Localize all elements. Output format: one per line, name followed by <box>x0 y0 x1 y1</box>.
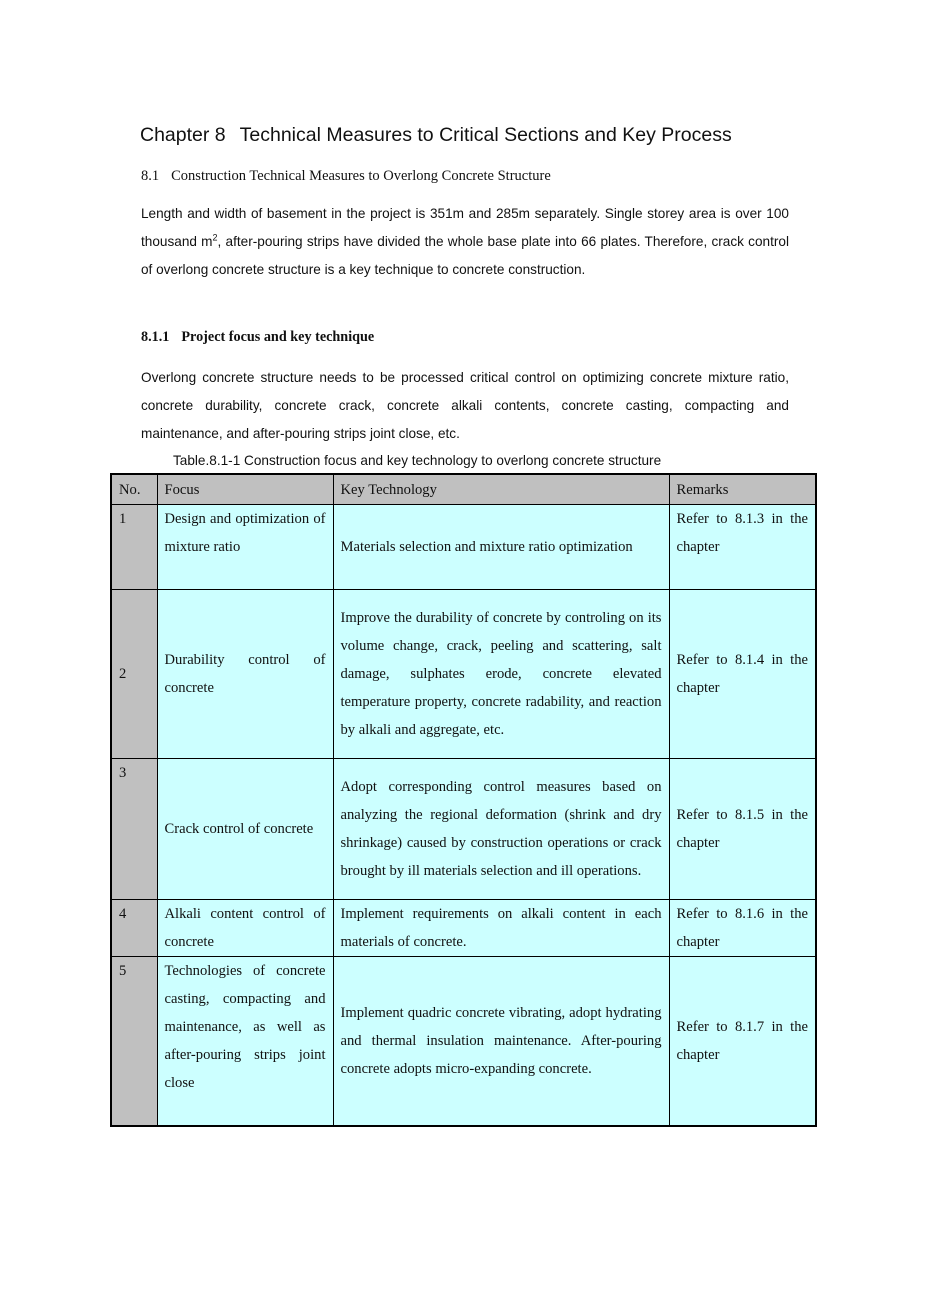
row-no: 2 <box>111 590 157 759</box>
table-row <box>111 957 816 1126</box>
row-focus: Design and optimization of mixture ratio <box>157 505 333 590</box>
subsection-heading <box>141 329 374 346</box>
chapter-title: Technical Measures to Critical Sections and Key Process <box>239 124 732 146</box>
table-caption: Table.8.1-1 Construction focus and key technology to overlong concrete structure <box>173 453 662 468</box>
row-key-technology: Implement quadric concrete vibrating, adopt hydrating and thermal insulation maintenance. After-pouring concrete adopts micro-expanding concrete. <box>333 957 669 1126</box>
section-number: 8.1 <box>141 168 160 184</box>
row-key-technology: Materials selection and mixture ratio optimization <box>333 505 669 590</box>
row-focus: Technologies of concrete casting, compacting and maintenance, as well as after-pouring strips joint close <box>157 957 333 1126</box>
row-key-technology: Implement requirements on alkali content in each materials of concrete. <box>333 900 669 957</box>
chapter-heading <box>140 124 732 147</box>
row-no: 3 <box>111 759 157 900</box>
subsection-number: 8.1.1 <box>141 329 170 345</box>
row-remarks: Refer to 8.1.6 in the chapter <box>669 900 816 957</box>
focus-paragraph: Overlong concrete structure needs to be processed critical control on optimizing concrete mixture ratio, concrete durability, concrete crack, concrete alkali contents, concrete casting, compacting and maintenance, and after-pouring strips joint close, etc. <box>141 370 789 441</box>
table-row <box>111 900 816 957</box>
table-row <box>111 590 816 759</box>
row-remarks: Refer to 8.1.3 in the chapter <box>669 505 816 590</box>
focus-table <box>110 473 817 1127</box>
subsection-title: Project focus and key technique <box>181 329 375 345</box>
table-row <box>111 505 816 590</box>
row-key-technology: Adopt corresponding control measures based on analyzing the regional deformation (shrink and dry shrinkage) caused by construction operations or crack brought by ill materials selection and ill operations. <box>333 759 669 900</box>
row-no: 1 <box>111 505 157 590</box>
header-remarks: Remarks <box>669 474 816 505</box>
header-key-technology: Key Technology <box>333 474 669 505</box>
intro-paragraph: Length and width of basement in the project is 351m and 285m separately. Single storey area is over 100 thousand $m^2$, after-pouring strips have divided the whole base plate into 66 plates. Therefore, crack control of overlong concrete structure is a key technique to concrete construction. <box>141 206 789 277</box>
section-title: Construction Technical Measures to Overlong Concrete Structure <box>171 168 551 184</box>
row-remarks: Refer to 8.1.7 in the chapter <box>669 957 816 1126</box>
row-focus: Durability control of concrete <box>157 590 333 759</box>
section-heading <box>141 168 551 185</box>
row-focus: Alkali content control of concrete <box>157 900 333 957</box>
row-no: 5 <box>111 957 157 1126</box>
row-key-technology: Improve the durability of concrete by controling on its volume change, crack, peeling and scattering, salt damage, sulphates erode, concrete elevated temperature property, concrete radability, and reaction by alkali and aggregate, etc. <box>333 590 669 759</box>
header-focus: Focus <box>157 474 333 505</box>
header-no: No. <box>111 474 157 505</box>
row-focus: Crack control of concrete <box>157 759 333 900</box>
chapter-number: Chapter 8 <box>140 124 226 146</box>
row-remarks: Refer to 8.1.4 in the chapter <box>669 590 816 759</box>
table-header-row <box>111 474 816 505</box>
row-no: 4 <box>111 900 157 957</box>
table-row <box>111 759 816 900</box>
row-remarks: Refer to 8.1.5 in the chapter <box>669 759 816 900</box>
